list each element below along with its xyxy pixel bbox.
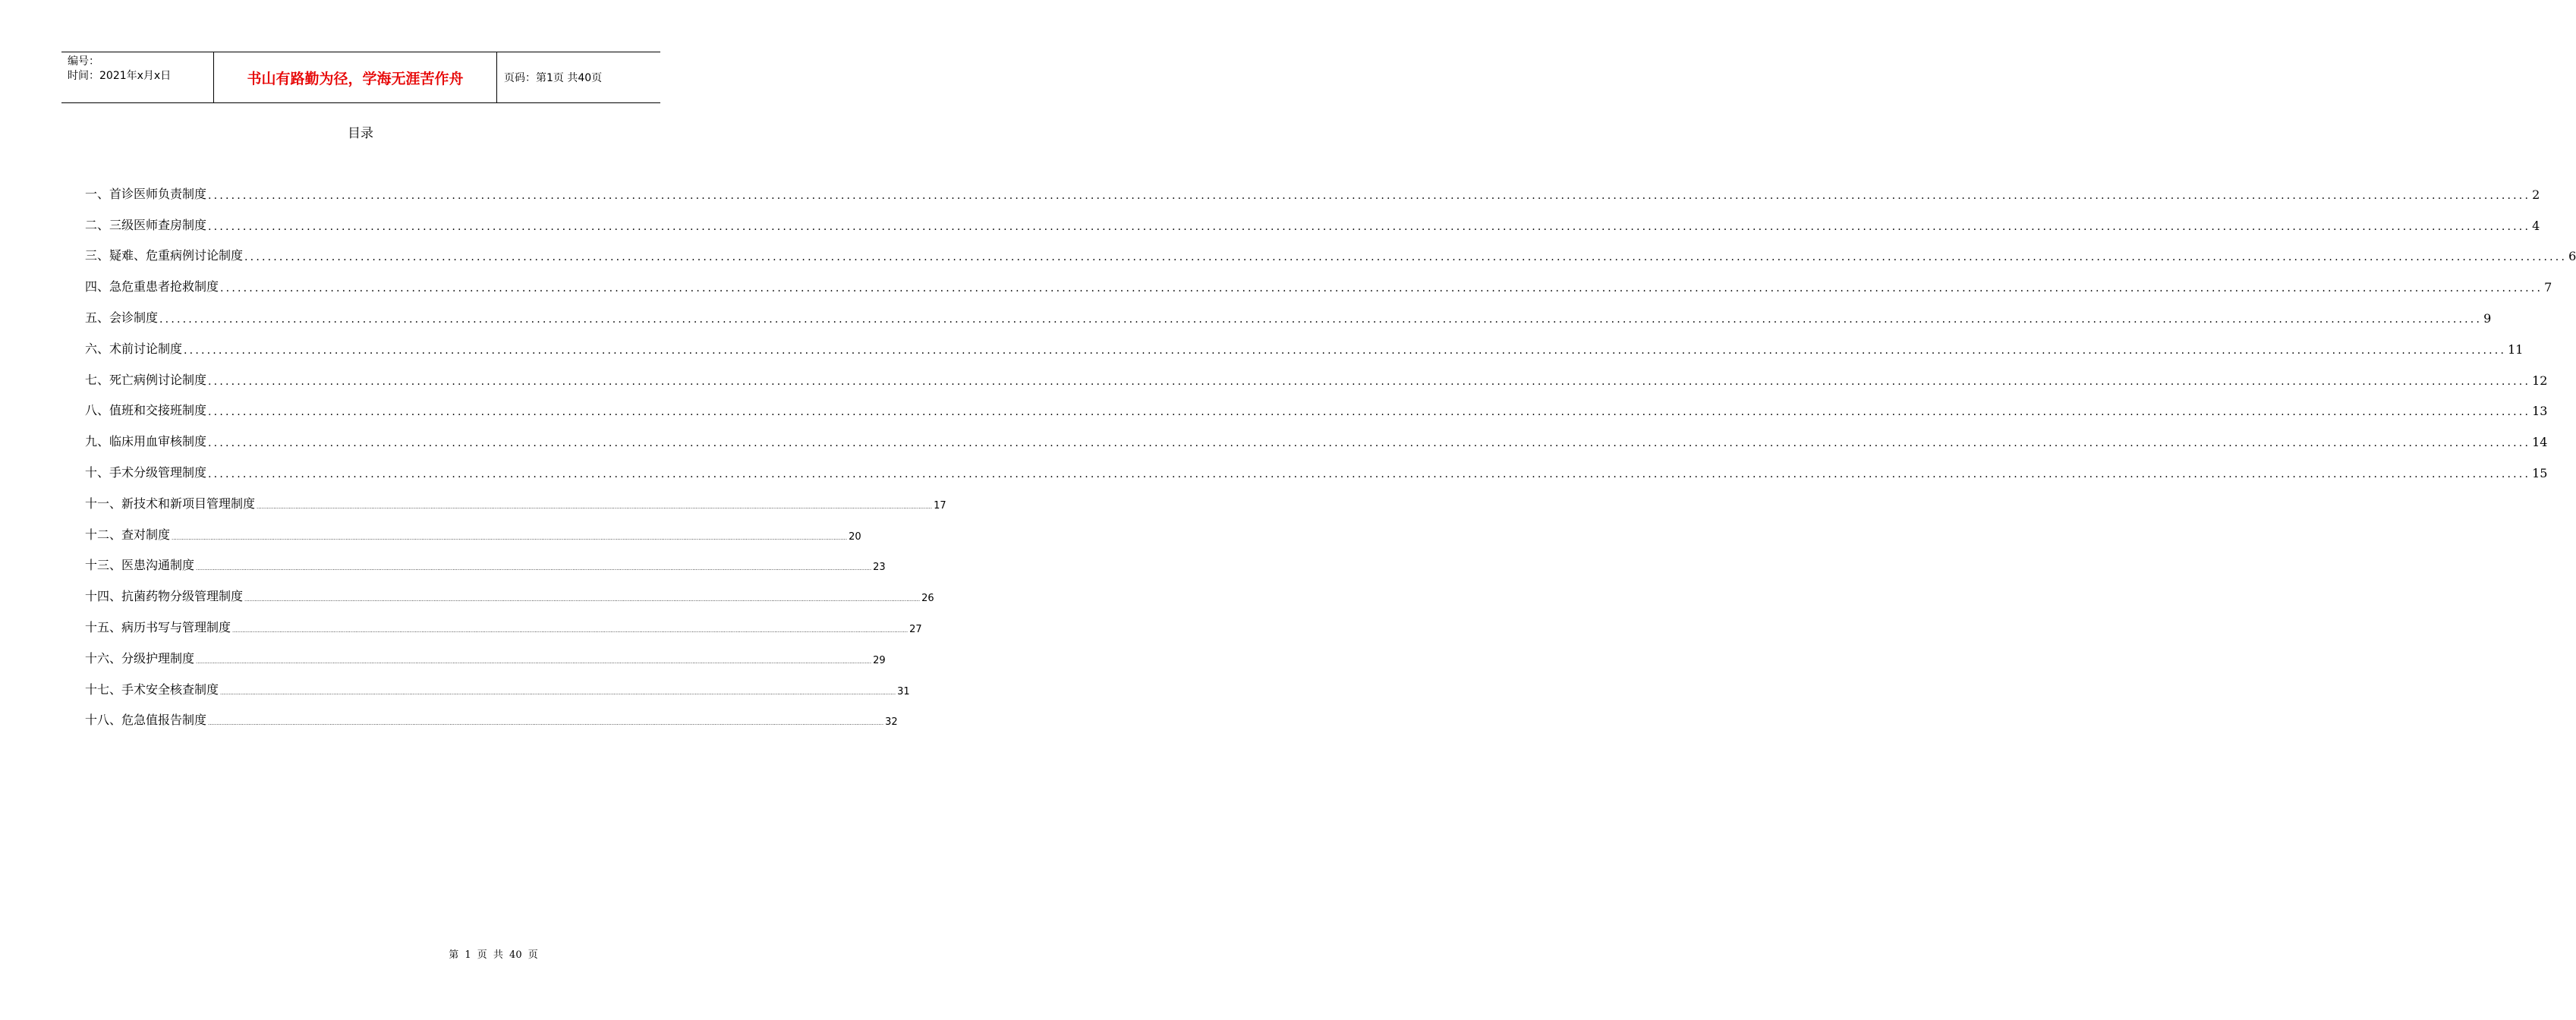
toc-entry-page: 4 bbox=[2532, 218, 2540, 233]
toc-dot-leader: ................................................................................................................................................................................................................................................................................................................................................................................................................ bbox=[184, 344, 2507, 357]
toc-entry[interactable] bbox=[85, 209, 2540, 241]
toc-dot-leader: ................................................................................................................................................................................................................................................................................................................................................................................................................ bbox=[220, 689, 896, 696]
toc-entry[interactable] bbox=[85, 271, 2552, 302]
toc-dot-leader: ................................................................................................................................................................................................................................................................................................................................................................................................................ bbox=[159, 313, 2483, 326]
toc-entry-page: 23 bbox=[873, 562, 886, 574]
toc-entry-page: 29 bbox=[873, 654, 886, 666]
toc-dot-leader: ................................................................................................................................................................................................................................................................................................................................................................................................................ bbox=[208, 720, 884, 727]
toc-entry[interactable] bbox=[85, 178, 2540, 209]
toc-entry-label: 十二、查对制度 bbox=[85, 527, 171, 542]
toc-entry[interactable] bbox=[85, 674, 910, 705]
toc-entry[interactable] bbox=[85, 457, 2548, 488]
toc-entry-page: 32 bbox=[885, 716, 898, 729]
toc-entry-label: 十六、分级护理制度 bbox=[85, 650, 195, 666]
toc-dot-leader: ................................................................................................................................................................................................................................................................................................................................................................................................................ bbox=[220, 282, 2543, 295]
toc-entry-label: 十三、医患沟通制度 bbox=[85, 558, 195, 573]
toc-entry-label: 三、疑难、危重病例讨论制度 bbox=[85, 248, 244, 263]
toc-entry-page: 7 bbox=[2544, 280, 2552, 295]
toc-dot-leader: ................................................................................................................................................................................................................................................................................................................................................................................................................ bbox=[208, 189, 2531, 202]
toc-entry-page: 2 bbox=[2532, 187, 2540, 202]
toc-entry-label: 十四、抗菌药物分级管理制度 bbox=[85, 589, 244, 604]
toc-dot-leader: ................................................................................................................................................................................................................................................................................................................................................................................................................ bbox=[257, 503, 933, 510]
toc-entry-page: 15 bbox=[2532, 465, 2548, 480]
toc-dot-leader: ................................................................................................................................................................................................................................................................................................................................................................................................................ bbox=[208, 468, 2531, 480]
toc-entry-label: 四、急危重患者抢救制度 bbox=[85, 279, 219, 294]
toc-entry-page: 26 bbox=[921, 593, 934, 605]
header-table bbox=[61, 52, 660, 103]
toc-entry-page: 6 bbox=[2568, 249, 2576, 264]
toc-entry[interactable] bbox=[85, 333, 2524, 364]
toc-entry-page: 14 bbox=[2532, 435, 2548, 450]
toc-entry[interactable] bbox=[85, 550, 886, 581]
toc-entry-label: 七、死亡病例讨论制度 bbox=[85, 372, 207, 387]
toc-entry[interactable] bbox=[85, 612, 922, 643]
toc-entry[interactable] bbox=[85, 643, 886, 674]
toc-entry-page: 12 bbox=[2532, 373, 2548, 388]
toc-entry[interactable] bbox=[85, 581, 934, 612]
toc-entry-label: 一、首诊医师负责制度 bbox=[85, 186, 207, 201]
toc-entry-label: 十八、危急值报告制度 bbox=[85, 713, 207, 728]
toc-entry[interactable] bbox=[85, 705, 898, 736]
document-time-label: 时间：2021年x月x日 bbox=[68, 70, 172, 82]
toc-entry-page: 9 bbox=[2483, 310, 2492, 326]
header-info-cell bbox=[61, 52, 214, 102]
toc-entry-label: 二、三级医师查房制度 bbox=[85, 217, 207, 232]
toc-entry-label: 十、手术分级管理制度 bbox=[85, 464, 207, 480]
toc-title: 目录 bbox=[348, 126, 373, 141]
toc-dot-leader: ................................................................................................................................................................................................................................................................................................................................................................................................................ bbox=[208, 375, 2531, 388]
table-of-contents bbox=[85, 178, 2576, 735]
toc-entry-page: 27 bbox=[909, 623, 922, 635]
toc-dot-leader: ................................................................................................................................................................................................................................................................................................................................................................................................................ bbox=[172, 534, 848, 541]
header-page-label: 页码：第1页 共40页 bbox=[504, 72, 603, 84]
toc-entry[interactable] bbox=[85, 426, 2548, 457]
toc-entry-label: 十一、新技术和新项目管理制度 bbox=[85, 496, 256, 511]
toc-entry[interactable] bbox=[85, 488, 946, 519]
toc-dot-leader: ................................................................................................................................................................................................................................................................................................................................................................................................................ bbox=[208, 437, 2531, 450]
document-number-label: 编号： bbox=[68, 55, 99, 68]
toc-entry[interactable] bbox=[85, 519, 861, 550]
toc-entry-label: 八、值班和交接班制度 bbox=[85, 403, 207, 418]
toc-dot-leader: ................................................................................................................................................................................................................................................................................................................................................................................................................ bbox=[244, 597, 921, 603]
toc-dot-leader: ................................................................................................................................................................................................................................................................................................................................................................................................................ bbox=[196, 658, 872, 665]
toc-dot-leader: ................................................................................................................................................................................................................................................................................................................................................................................................................ bbox=[196, 565, 872, 572]
toc-entry-label: 六、术前讨论制度 bbox=[85, 341, 183, 356]
toc-entry[interactable] bbox=[85, 241, 2576, 272]
toc-entry-label: 九、临床用血审核制度 bbox=[85, 434, 207, 449]
toc-entry-label: 十五、病历书写与管理制度 bbox=[85, 619, 231, 634]
toc-dot-leader: ................................................................................................................................................................................................................................................................................................................................................................................................................ bbox=[208, 406, 2531, 419]
toc-entry-label: 十七、手术安全核查制度 bbox=[85, 682, 219, 697]
toc-entry[interactable] bbox=[85, 302, 2492, 333]
toc-entry-page: 31 bbox=[897, 685, 910, 697]
header-motto: 书山有路勤为径，学海无涯苦作舟 bbox=[214, 52, 497, 102]
toc-dot-leader: ................................................................................................................................................................................................................................................................................................................................................................................................................ bbox=[232, 627, 909, 634]
toc-entry[interactable] bbox=[85, 395, 2548, 427]
toc-entry-page: 13 bbox=[2532, 404, 2548, 419]
page-footer: 第 1 页 共 40 页 bbox=[449, 949, 538, 961]
toc-dot-leader: ................................................................................................................................................................................................................................................................................................................................................................................................................ bbox=[244, 251, 2568, 264]
toc-entry-label: 五、会诊制度 bbox=[85, 310, 159, 325]
toc-entry-page: 17 bbox=[934, 499, 946, 512]
toc-entry-page: 11 bbox=[2508, 342, 2524, 357]
toc-entry[interactable] bbox=[85, 364, 2548, 395]
toc-entry-page: 20 bbox=[849, 530, 861, 543]
toc-dot-leader: ................................................................................................................................................................................................................................................................................................................................................................................................................ bbox=[208, 220, 2531, 233]
